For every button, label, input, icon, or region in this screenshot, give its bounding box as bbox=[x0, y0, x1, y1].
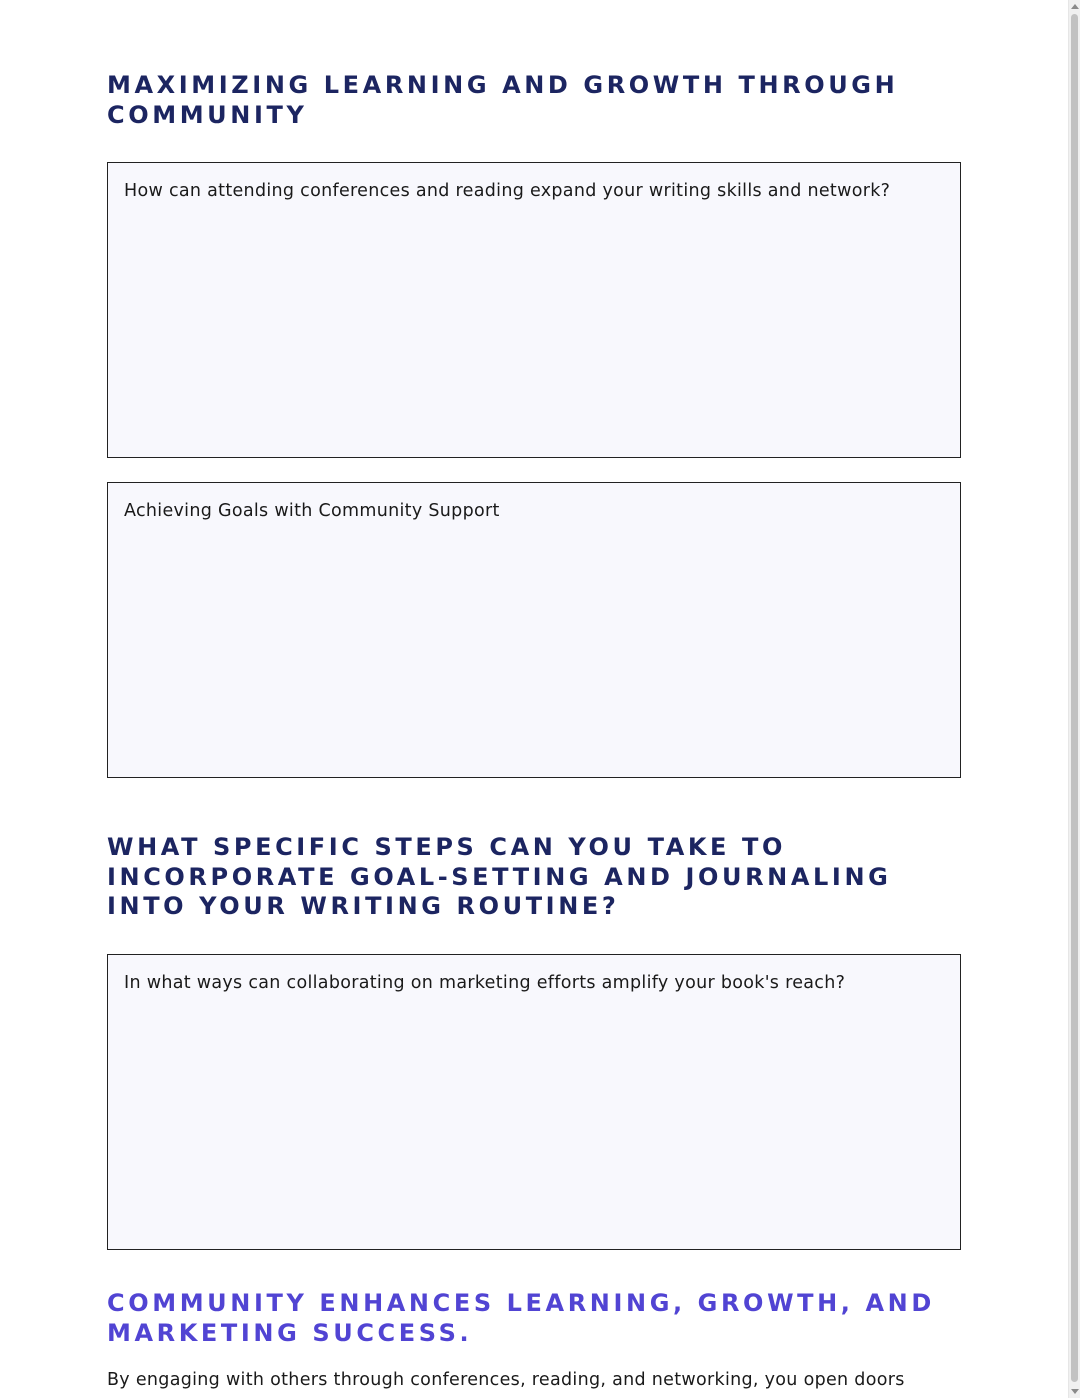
journal-textbox-goals[interactable] bbox=[107, 482, 961, 778]
scroll-up-arrow-icon[interactable] bbox=[1071, 4, 1079, 9]
section-heading-goal-setting: WHAT SPECIFIC STEPS CAN YOU TAKE TO INCORPORATE GOAL-SETTING AND JOURNALING INTO YOUR WRITING ROUTINE? bbox=[107, 833, 892, 920]
section-heading-learning-growth: MAXIMIZING LEARNING AND GROWTH THROUGH COMMUNITY bbox=[107, 71, 899, 129]
vertical-scrollbar[interactable] bbox=[1068, 0, 1080, 1398]
textbox-prompt-text: How can attending conferences and reading expand your writing skills and network? bbox=[124, 181, 891, 201]
section-heading-community-success: COMMUNITY ENHANCES LEARNING, GROWTH, AND MARKETING SUCCESS. bbox=[107, 1289, 935, 1347]
scrollbar-thumb[interactable] bbox=[1071, 14, 1078, 1382]
journal-textbox-marketing[interactable] bbox=[107, 954, 961, 1250]
textbox-prompt-text: Achieving Goals with Community Support bbox=[124, 501, 500, 521]
scroll-down-arrow-icon[interactable] bbox=[1071, 1389, 1079, 1394]
textbox-prompt-text: In what ways can collaborating on marketing efforts amplify your book's reach? bbox=[124, 973, 846, 993]
body-paragraph: By engaging with others through conferences, reading, and networking, you open doors bbox=[107, 1370, 905, 1390]
journal-textbox-conferences[interactable] bbox=[107, 162, 961, 458]
